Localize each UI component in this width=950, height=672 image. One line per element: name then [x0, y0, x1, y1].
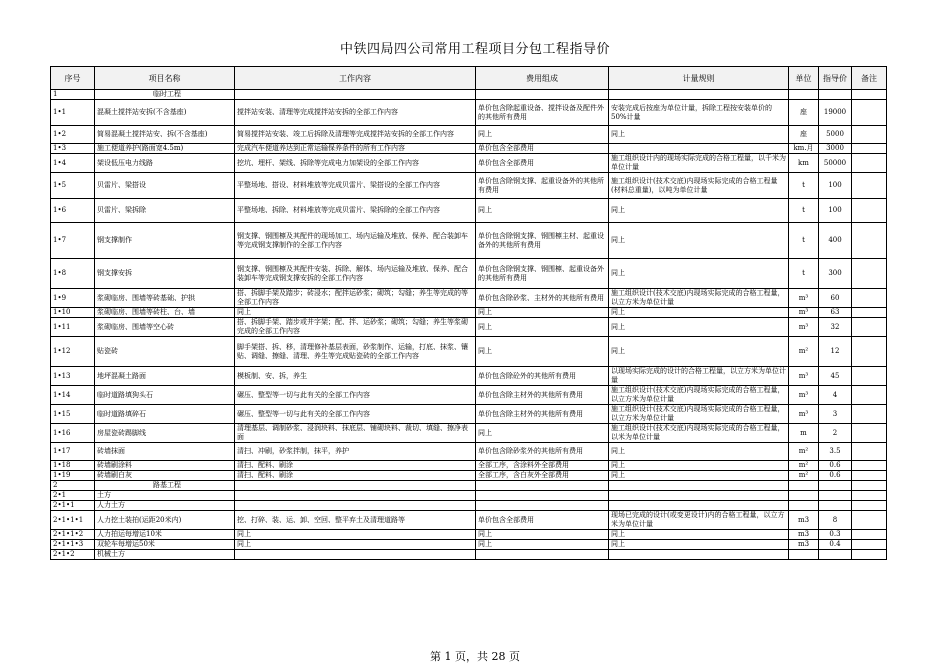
cell-rule: [609, 501, 789, 511]
cell-unit: km: [789, 154, 819, 173]
cell-no: 1•10: [51, 308, 95, 318]
cell-rule: [609, 90, 789, 100]
cell-no: 1•17: [51, 443, 95, 461]
col-header-work: 工作内容: [235, 67, 476, 90]
cell-work: 钢支撑、钢围檩及其配件的现场加工、场内运输及堆放、保养、配合装卸车等完成钢支撑制作的全部工作内容: [235, 223, 476, 259]
cell-note: [852, 199, 887, 223]
cell-note: [852, 386, 887, 405]
cell-no: 1•3: [51, 144, 95, 154]
cell-unit: m³: [789, 318, 819, 337]
cell-rule: [609, 491, 789, 501]
table-row: [51, 318, 887, 337]
cell-note: [852, 471, 887, 481]
cell-work: 搅拌站安装、清理等完成搅拌站安拆的全部工作内容: [235, 100, 476, 126]
cell-no: 1•6: [51, 199, 95, 223]
cell-work: 搭、拆脚手架、踏步或井字架；配、拌、运砂浆；砌筑；勾缝；养生等浆砌完成的全部工作内容: [235, 318, 476, 337]
cell-note: [852, 511, 887, 530]
cell-unit: m²: [789, 471, 819, 481]
cell-no: 1•1: [51, 100, 95, 126]
cell-cost: 单价包含除钢支撑、钢围檩、起重设备外的其他所有费用: [476, 259, 609, 289]
cell-name: 砖墙刷白灰: [95, 471, 235, 481]
cell-price: 4: [819, 386, 852, 405]
cell-rule: 同上: [609, 443, 789, 461]
cell-work: 钢支撑、钢围檩及其配件安装、拆除、解体、场内运输及堆放、保养、配合装卸车等完成钢支撑安拆的全部工作内容: [235, 259, 476, 289]
cell-name: 钢支撑制作: [95, 223, 235, 259]
cell-price: [819, 90, 852, 100]
cell-name: 浆砌临房、围墙等砖基础、护拱: [95, 289, 235, 308]
cell-name: 土方: [95, 491, 235, 501]
cell-cost: 单价包含除砂浆外的其他所有费用: [476, 443, 609, 461]
cell-unit: [789, 491, 819, 501]
cell-price: 50000: [819, 154, 852, 173]
cell-cost: [476, 481, 609, 491]
cell-no: 2: [51, 481, 95, 491]
cell-cost: 全部工序，含白灰外全部费用: [476, 471, 609, 481]
table-row: [51, 289, 887, 308]
cell-cost: 单价包含除砂浆、主材外的其他所有费用: [476, 289, 609, 308]
col-header-price: 指导价: [819, 67, 852, 90]
cell-no: 1•7: [51, 223, 95, 259]
cell-name: 临时工程: [95, 90, 235, 100]
table-row: [51, 223, 887, 259]
cell-no: 1•19: [51, 471, 95, 481]
cell-cost: 同上: [476, 199, 609, 223]
cell-note: [852, 540, 887, 550]
cell-unit: [789, 90, 819, 100]
cell-work: 平整场地、拆除、材料堆放等完成贝雷片、梁拆除的全部工作内容: [235, 199, 476, 223]
cell-unit: m³: [789, 386, 819, 405]
cell-name: 临时道路填狗头石: [95, 386, 235, 405]
cell-cost: 同上: [476, 318, 609, 337]
cell-rule: 同上: [609, 223, 789, 259]
cell-note: [852, 126, 887, 144]
cell-work: 碾压、整型等一切与此有关的全部工作内容: [235, 405, 476, 424]
cell-no: 2•1•1: [51, 501, 95, 511]
cell-name: 砖墙刷涂料: [95, 461, 235, 471]
cell-work: 清扫、配料、刷涂: [235, 471, 476, 481]
cell-cost: 单价包含全部费用: [476, 154, 609, 173]
table-row: [51, 144, 887, 154]
cell-name: 浆砌临房、围墙等空心砖: [95, 318, 235, 337]
cell-price: 100: [819, 199, 852, 223]
cell-unit: m³: [789, 289, 819, 308]
cell-rule: 同上: [609, 199, 789, 223]
cell-price: 3000: [819, 144, 852, 154]
table-row: [51, 550, 887, 560]
cell-unit: m²: [789, 337, 819, 367]
cell-unit: km.月: [789, 144, 819, 154]
cell-unit: t: [789, 199, 819, 223]
cell-work: 平整场地、搭设、材料堆放等完成贝雷片、梁搭设的全部工作内容: [235, 173, 476, 199]
cell-note: [852, 100, 887, 126]
cell-work: [235, 491, 476, 501]
cell-note: [852, 424, 887, 443]
table-row: [51, 259, 887, 289]
cell-unit: t: [789, 223, 819, 259]
cell-note: [852, 154, 887, 173]
cell-name: 房屋瓷砖踢脚线: [95, 424, 235, 443]
cell-note: [852, 223, 887, 259]
cell-unit: [789, 501, 819, 511]
cell-cost: [476, 90, 609, 100]
cell-unit: t: [789, 259, 819, 289]
cell-no: 1•11: [51, 318, 95, 337]
cell-price: 100: [819, 173, 852, 199]
cell-rule: 施工组织设计(技术交底)内现场实际完成的合格工程量(材料总重量)，以吨为单位计量: [609, 173, 789, 199]
cell-name: 浆砌临房、围墙等砖柱、台、墙: [95, 308, 235, 318]
cell-cost: 单价包含除主材外的其他所有费用: [476, 405, 609, 424]
cell-price: 2: [819, 424, 852, 443]
cell-unit: m: [789, 424, 819, 443]
cell-note: [852, 550, 887, 560]
cell-rule: 现场已完成的设计(或变更设计)内的合格工程量，以立方米为单位计量: [609, 511, 789, 530]
cell-cost: 单价包含除钢支撑、钢围檩主材、起重设备外的其他所有费用: [476, 223, 609, 259]
cell-unit: m3: [789, 540, 819, 550]
cell-no: 1•9: [51, 289, 95, 308]
table-row: [51, 461, 887, 471]
cell-unit: t: [789, 173, 819, 199]
cell-no: 2•1•1•1: [51, 511, 95, 530]
cell-rule: 施工组织设计(技术交底)内现场实际完成的合格工程量，以立方米为单位计量: [609, 405, 789, 424]
cell-rule: 以现场实际完成的设计的合格工程量，以立方米为单位计量: [609, 367, 789, 386]
cell-work: 搭、拆脚手架及踏步；砖浸水；配拌运砂浆；砌筑；勾缝；养生等完成的等全部工作内容: [235, 289, 476, 308]
cell-price: 3.5: [819, 443, 852, 461]
cell-name: 钢支撑安拆: [95, 259, 235, 289]
cell-work: 模板制、安、拆，养生: [235, 367, 476, 386]
table-row: [51, 308, 887, 318]
cell-price: 5000: [819, 126, 852, 144]
cell-name: 人力挖土装拍(运距20米内): [95, 511, 235, 530]
cell-cost: 单价包含除起重设备、搅拌设备及配件外的其他所有费用: [476, 100, 609, 126]
cell-name: 混凝土搅拌站安拆(不含基座): [95, 100, 235, 126]
table-row: [51, 386, 887, 405]
cell-price: 60: [819, 289, 852, 308]
cell-work: 挖坑、埋杆、架线、拆除等完成电力加架设的全部工作内容: [235, 154, 476, 173]
col-header-no: 序号: [51, 67, 95, 90]
cell-work: 脚手架搭、拆、移，清理修补基层表面，砂浆制作、运输，打底、抹浆、镶贴、调缝、擦缝、清理、养生等完成贴瓷砖的全部工作内容: [235, 337, 476, 367]
cell-name: 临时道路填碎石: [95, 405, 235, 424]
cell-cost: 单价包含除砼外的其他所有费用: [476, 367, 609, 386]
cell-cost: 单价包含除主材外的其他所有费用: [476, 386, 609, 405]
cell-note: [852, 405, 887, 424]
cell-note: [852, 491, 887, 501]
cell-unit: m²: [789, 461, 819, 471]
cell-name: 施工便道养护(路面宽4.5m): [95, 144, 235, 154]
cell-unit: [789, 550, 819, 560]
cell-no: 1•12: [51, 337, 95, 367]
cell-note: [852, 530, 887, 540]
cell-note: [852, 461, 887, 471]
cell-work: 清扫、冲刷，砂浆拌制，抹平，养护: [235, 443, 476, 461]
cell-note: [852, 173, 887, 199]
page-footer: 第 1 页，共 28 页: [430, 650, 520, 663]
cell-no: 2•1•1•2: [51, 530, 95, 540]
cell-no: 1•13: [51, 367, 95, 386]
cell-name: 贴瓷砖: [95, 337, 235, 367]
table-row: [51, 126, 887, 144]
col-header-cost: 费用组成: [476, 67, 609, 90]
cell-rule: 同上: [609, 259, 789, 289]
cell-name: 路基工程: [95, 481, 235, 491]
cell-rule: 同上: [609, 318, 789, 337]
cell-unit: [789, 481, 819, 491]
cell-rule: 同上: [609, 530, 789, 540]
cell-rule: [609, 144, 789, 154]
cell-no: 1•4: [51, 154, 95, 173]
cell-work: [235, 90, 476, 100]
cell-work: 简易搅拌站安装、竣工后拆除及清理等完成搅拌站安拆的全部工作内容: [235, 126, 476, 144]
cell-cost: 同上: [476, 540, 609, 550]
table-row: [51, 511, 887, 530]
col-header-note: 备注: [852, 67, 887, 90]
cell-price: 3: [819, 405, 852, 424]
cell-price: [819, 501, 852, 511]
table-row: [51, 405, 887, 424]
cell-work: 碾压、整型等一切与此有关的全部工作内容: [235, 386, 476, 405]
cell-rule: 施工组织设计内的现场实际完成的合格工程量，以千米为单位计量: [609, 154, 789, 173]
cell-work: [235, 501, 476, 511]
cell-rule: [609, 550, 789, 560]
cell-price: [819, 491, 852, 501]
cell-rule: 同上: [609, 471, 789, 481]
cell-note: [852, 259, 887, 289]
cell-no: 1: [51, 90, 95, 100]
cell-unit: m³: [789, 308, 819, 318]
cell-unit: 座: [789, 126, 819, 144]
cell-cost: 同上: [476, 126, 609, 144]
cell-no: 2•1: [51, 491, 95, 501]
cell-note: [852, 367, 887, 386]
cell-price: 32: [819, 318, 852, 337]
table-row: [51, 530, 887, 540]
table-row: [51, 424, 887, 443]
cell-rule: 同上: [609, 461, 789, 471]
cell-work: 挖、打碎、装、运、卸、空回、整平弃土及清理道路等: [235, 511, 476, 530]
table-row: [51, 501, 887, 511]
table-row: [51, 173, 887, 199]
cell-work: 完成汽车便道养达到正常运输保养条件的所有工作内容: [235, 144, 476, 154]
cell-name: 贝雷片、梁拆除: [95, 199, 235, 223]
cell-rule: 同上: [609, 126, 789, 144]
table-row: [51, 540, 887, 550]
table-row: [51, 481, 887, 491]
cell-no: 2•1•1•3: [51, 540, 95, 550]
cell-no: 1•16: [51, 424, 95, 443]
cell-note: [852, 337, 887, 367]
cell-no: 1•15: [51, 405, 95, 424]
cell-unit: m³: [789, 367, 819, 386]
table-row: [51, 491, 887, 501]
cell-note: [852, 443, 887, 461]
cell-unit: m³: [789, 405, 819, 424]
cell-cost: 全部工序，含涂料外全部费用: [476, 461, 609, 471]
cell-no: 1•2: [51, 126, 95, 144]
cell-price: [819, 550, 852, 560]
cell-unit: m3: [789, 511, 819, 530]
table-row: [51, 100, 887, 126]
cell-price: 300: [819, 259, 852, 289]
table-row: [51, 154, 887, 173]
cell-name: 双轮车每增运50米: [95, 540, 235, 550]
price-table: [50, 66, 887, 560]
cell-price: 0.6: [819, 461, 852, 471]
cell-cost: 同上: [476, 530, 609, 540]
cell-note: [852, 308, 887, 318]
cell-name: 地坪混凝土路面: [95, 367, 235, 386]
cell-work: 同上: [235, 308, 476, 318]
cell-note: [852, 144, 887, 154]
table-row: [51, 471, 887, 481]
table-row: [51, 367, 887, 386]
cell-cost: 单价包含全部费用: [476, 511, 609, 530]
table-row: [51, 337, 887, 367]
cell-no: 1•5: [51, 173, 95, 199]
cell-name: 人力拍运每增运10米: [95, 530, 235, 540]
cell-unit: m3: [789, 530, 819, 540]
cell-work: 清理基层、调制砂浆、浸润块料、抹底层、铺砌块料、裁切、填缝、擦净表面: [235, 424, 476, 443]
cell-no: 1•8: [51, 259, 95, 289]
cell-cost: 单价包含全部费用: [476, 144, 609, 154]
col-header-unit: 单位: [789, 67, 819, 90]
cell-price: 400: [819, 223, 852, 259]
cell-cost: 同上: [476, 337, 609, 367]
cell-price: 0.4: [819, 540, 852, 550]
cell-name: 机械土方: [95, 550, 235, 560]
cell-no: 1•18: [51, 461, 95, 471]
col-header-rule: 计量规则: [609, 67, 789, 90]
cell-rule: 同上: [609, 540, 789, 550]
cell-price: 19000: [819, 100, 852, 126]
table-body: [51, 90, 887, 560]
cell-cost: [476, 550, 609, 560]
col-header-name: 项目名称: [95, 67, 235, 90]
cell-unit: m²: [789, 443, 819, 461]
cell-rule: 同上: [609, 308, 789, 318]
cell-price: 45: [819, 367, 852, 386]
cell-work: 清扫、配料、刷涂: [235, 461, 476, 471]
cell-name: 简易混凝土搅拌站安、拆(不含基座): [95, 126, 235, 144]
cell-no: 2•1•2: [51, 550, 95, 560]
cell-cost: 同上: [476, 308, 609, 318]
cell-work: [235, 481, 476, 491]
cell-note: [852, 501, 887, 511]
cell-cost: 同上: [476, 424, 609, 443]
cell-price: [819, 481, 852, 491]
cell-no: 1•14: [51, 386, 95, 405]
cell-price: 0.6: [819, 471, 852, 481]
cell-price: 0.3: [819, 530, 852, 540]
cell-name: 砖墙抹面: [95, 443, 235, 461]
cell-cost: [476, 501, 609, 511]
table-row: [51, 90, 887, 100]
cell-note: [852, 289, 887, 308]
cell-unit: 座: [789, 100, 819, 126]
cell-rule: 同上: [609, 337, 789, 367]
cell-rule: 施工组织设计(技术交底)内现场实际完成的合格工程量，以立方米为单位计量: [609, 289, 789, 308]
table-row: [51, 443, 887, 461]
cell-name: 人力土方: [95, 501, 235, 511]
cell-work: 同上: [235, 530, 476, 540]
cell-name: 架设低压电力线路: [95, 154, 235, 173]
header-row: [51, 67, 887, 90]
cell-note: [852, 318, 887, 337]
cell-work: 同上: [235, 540, 476, 550]
cell-note: [852, 90, 887, 100]
cell-rule: 安装完成后按座为单位计量，拆除工程按安装单价的50%计量: [609, 100, 789, 126]
table-row: [51, 199, 887, 223]
cell-name: 贝雷片、梁搭设: [95, 173, 235, 199]
cell-price: 12: [819, 337, 852, 367]
cell-rule: [609, 481, 789, 491]
cell-cost: 单价包含除钢支撑、起重设备外的其他所有费用: [476, 173, 609, 199]
cell-rule: 施工组织设计(技术交底)内现场实际完成的合格工程量，以立方米为单位计量: [609, 386, 789, 405]
cell-price: 8: [819, 511, 852, 530]
cell-cost: [476, 491, 609, 501]
cell-rule: 施工组织设计(技术交底)内现场实际完成的合格工程量，以米为单位计量: [609, 424, 789, 443]
cell-price: 63: [819, 308, 852, 318]
cell-work: [235, 550, 476, 560]
page-title: 中铁四局四公司常用工程项目分包工程指导价: [339, 42, 610, 57]
cell-note: [852, 481, 887, 491]
